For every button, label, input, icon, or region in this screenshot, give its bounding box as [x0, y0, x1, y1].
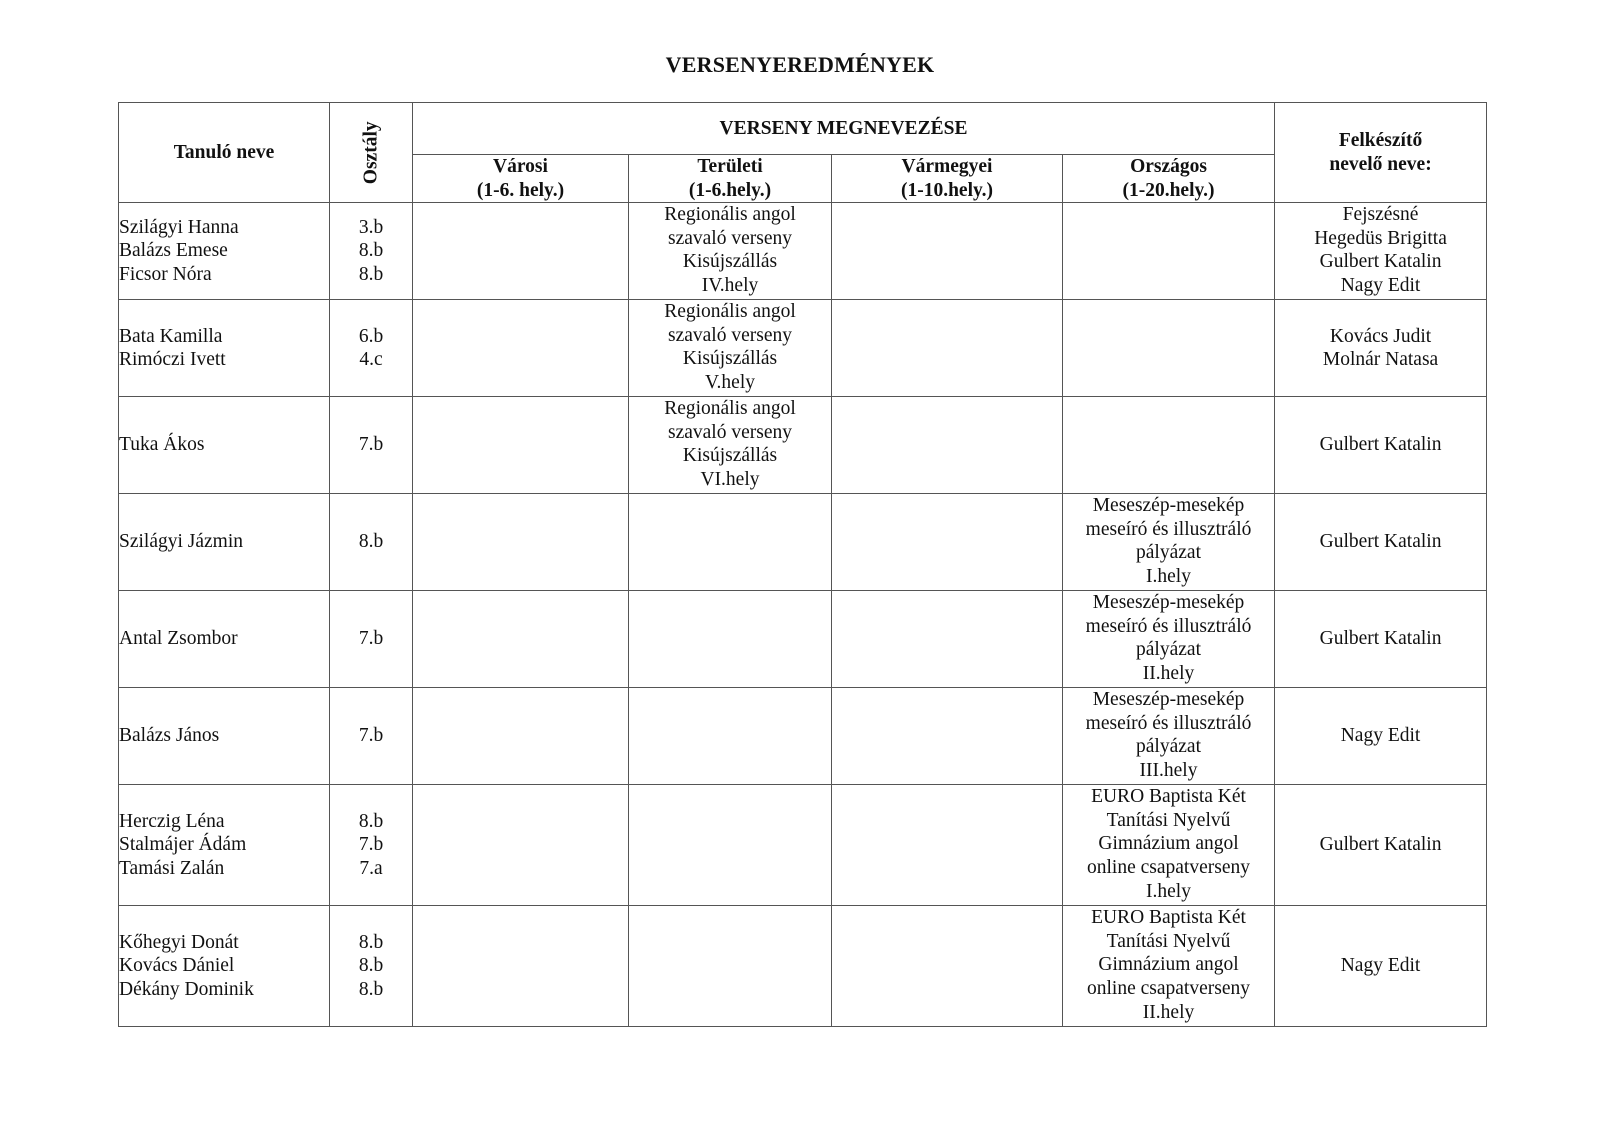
result-orszagos: III.hely: [1139, 759, 1198, 781]
header-teacher-line: Felkészítő: [1338, 130, 1423, 151]
student-name: Bata Kamilla: [119, 325, 223, 347]
teacher-name: Kovács Judit: [1329, 325, 1432, 347]
result-varosi-cell: [413, 688, 629, 785]
result-varmegyei-cell: [832, 203, 1063, 300]
header-student-name: Tanuló neve: [119, 103, 330, 203]
level-name: Országos: [1130, 156, 1207, 177]
result-teruleti: IV.hely: [701, 274, 759, 296]
class-value-cell: [330, 591, 413, 688]
header-level-varosi: [413, 155, 629, 203]
table-row: [119, 397, 1487, 494]
class-value-cell: [330, 300, 413, 397]
level-range: (1-10.hely.): [900, 179, 994, 201]
result-varmegyei-cell: [832, 300, 1063, 397]
result-teruleti-cell: [629, 688, 832, 785]
result-orszagos-cell: [1063, 906, 1275, 1027]
result-orszagos: online csapatverseny: [1087, 977, 1250, 999]
table-row: [119, 785, 1487, 906]
student-name: Szilágyi Hanna: [119, 216, 239, 238]
teacher-name-cell: [1275, 591, 1487, 688]
student-name-cell: [119, 494, 330, 591]
result-orszagos: pályázat: [1136, 542, 1201, 564]
class-value: 6.b: [358, 325, 384, 347]
table-row: [119, 591, 1487, 688]
class-value: 8.b: [358, 810, 384, 832]
level-name: Vármegyei: [901, 156, 993, 177]
teacher-name: Gulbert Katalin: [1319, 628, 1442, 650]
result-orszagos-cell: [1063, 203, 1275, 300]
student-name: Balázs János: [119, 725, 220, 747]
student-name: Ficsor Nóra: [119, 263, 212, 285]
student-name-cell: [119, 591, 330, 688]
result-teruleti: szavaló verseny: [668, 324, 792, 346]
results-table: [118, 102, 1487, 1027]
result-orszagos: I.hely: [1146, 565, 1191, 587]
class-value: 8.b: [358, 955, 384, 977]
header-class: [330, 103, 413, 203]
result-orszagos: Meseszép-mesekép: [1092, 592, 1245, 614]
class-value: 8.b: [358, 978, 384, 1000]
class-value-cell: [330, 397, 413, 494]
table-row: [119, 203, 1487, 300]
result-orszagos: EURO Baptista Két: [1091, 907, 1246, 929]
student-name-cell: [119, 688, 330, 785]
header-level-orszagos: [1063, 155, 1275, 203]
teacher-name-cell: [1275, 397, 1487, 494]
class-value-cell: [330, 906, 413, 1027]
result-teruleti-cell: [629, 785, 832, 906]
result-orszagos-cell: [1063, 688, 1275, 785]
level-range: (1-6. hely.): [476, 179, 565, 201]
result-orszagos-cell: [1063, 494, 1275, 591]
result-varmegyei-cell: [832, 688, 1063, 785]
result-orszagos-cell: [1063, 591, 1275, 688]
result-varosi-cell: [413, 397, 629, 494]
class-value: 7.b: [358, 834, 384, 856]
teacher-name: Gulbert Katalin: [1319, 531, 1442, 553]
result-orszagos: online csapatverseny: [1087, 856, 1250, 878]
result-orszagos-cell: [1063, 397, 1275, 494]
result-orszagos: Tanítási Nyelvű: [1106, 809, 1231, 831]
class-value-cell: [330, 785, 413, 906]
class-value-cell: [330, 688, 413, 785]
result-orszagos: Gimnázium angol: [1098, 954, 1239, 976]
result-orszagos: II.hely: [1142, 1001, 1195, 1023]
class-value: 7.b: [358, 434, 384, 456]
result-orszagos: Meseszép-mesekép: [1092, 495, 1245, 517]
table-row: [119, 300, 1487, 397]
result-orszagos: meseíró és illusztráló: [1085, 518, 1252, 540]
class-value: 7.a: [359, 857, 383, 879]
result-teruleti: VI.hely: [700, 468, 760, 490]
class-value: 8.b: [358, 531, 384, 553]
table-row: [119, 906, 1487, 1027]
level-name: Városi: [493, 156, 548, 177]
result-teruleti-cell: [629, 591, 832, 688]
teacher-name: Gulbert Katalin: [1319, 251, 1442, 273]
result-orszagos: I.hely: [1146, 880, 1191, 902]
result-varmegyei-cell: [832, 785, 1063, 906]
header-level-varmegyei: [832, 155, 1063, 203]
teacher-name: Gulbert Katalin: [1319, 834, 1442, 856]
teacher-name: Hegedüs Brigitta: [1314, 227, 1447, 249]
result-varosi-cell: [413, 203, 629, 300]
level-name: Területi: [697, 156, 763, 177]
result-varmegyei-cell: [832, 494, 1063, 591]
student-name: Rimóczi Ivett: [119, 349, 226, 371]
result-orszagos: Gimnázium angol: [1098, 833, 1239, 855]
result-teruleti-cell: [629, 494, 832, 591]
result-teruleti: Regionális angol: [664, 301, 796, 323]
teacher-name: Nagy Edit: [1340, 725, 1421, 747]
class-value-cell: [330, 203, 413, 300]
result-teruleti-cell: [629, 397, 832, 494]
teacher-name: Molnár Natasa: [1322, 349, 1439, 371]
result-teruleti: Kisújszállás: [682, 445, 778, 467]
student-name: Balázs Emese: [119, 240, 228, 262]
student-name: Szilágyi Jázmin: [119, 531, 244, 553]
student-name: Dékány Dominik: [119, 978, 254, 1000]
teacher-name-cell: [1275, 300, 1487, 397]
result-teruleti: Regionális angol: [664, 204, 796, 226]
table-row: [119, 494, 1487, 591]
result-teruleti: Regionális angol: [664, 398, 796, 420]
result-teruleti: V.hely: [704, 371, 756, 393]
result-orszagos: meseíró és illusztráló: [1085, 615, 1252, 637]
teacher-name-cell: [1275, 906, 1487, 1027]
teacher-name: Nagy Edit: [1340, 955, 1421, 977]
result-orszagos: pályázat: [1136, 736, 1201, 758]
class-value: 4.c: [359, 349, 383, 371]
student-name: Tamási Zalán: [119, 857, 225, 879]
result-varmegyei-cell: [832, 591, 1063, 688]
student-name-cell: [119, 906, 330, 1027]
teacher-name-cell: [1275, 203, 1487, 300]
table-body: [119, 203, 1487, 1027]
student-name-cell: [119, 785, 330, 906]
result-varosi-cell: [413, 785, 629, 906]
teacher-name-cell: [1275, 785, 1487, 906]
result-teruleti-cell: [629, 906, 832, 1027]
teacher-name: Nagy Edit: [1340, 274, 1421, 296]
result-orszagos: EURO Baptista Két: [1091, 786, 1246, 808]
result-orszagos-cell: [1063, 300, 1275, 397]
result-varosi-cell: [413, 300, 629, 397]
header-teacher: [1275, 103, 1487, 203]
result-teruleti-cell: [629, 300, 832, 397]
student-name: Antal Zsombor: [119, 628, 238, 650]
teacher-name-cell: [1275, 688, 1487, 785]
level-range: (1-6.hely.): [688, 179, 772, 201]
result-teruleti: Kisújszállás: [682, 251, 778, 273]
result-orszagos: Tanítási Nyelvű: [1106, 930, 1231, 952]
result-varosi-cell: [413, 494, 629, 591]
teacher-name: Gulbert Katalin: [1319, 434, 1442, 456]
teacher-name-cell: [1275, 494, 1487, 591]
class-value: 7.b: [358, 725, 384, 747]
result-varmegyei-cell: [832, 906, 1063, 1027]
result-orszagos-cell: [1063, 785, 1275, 906]
result-teruleti-cell: [629, 203, 832, 300]
header-teacher-line: nevelő neve:: [1329, 153, 1432, 175]
result-orszagos: Meseszép-mesekép: [1092, 689, 1245, 711]
result-teruleti: szavaló verseny: [668, 227, 792, 249]
result-varosi-cell: [413, 591, 629, 688]
student-name: Stalmájer Ádám: [119, 834, 247, 856]
result-teruleti: Kisújszállás: [682, 348, 778, 370]
result-varosi-cell: [413, 906, 629, 1027]
header-level-teruleti: [629, 155, 832, 203]
teacher-name: Fejszésné: [1342, 204, 1419, 226]
class-value: 7.b: [358, 628, 384, 650]
student-name: Tuka Ákos: [119, 434, 205, 456]
student-name: Herczig Léna: [119, 810, 225, 832]
student-name: Kovács Dániel: [119, 955, 235, 977]
result-orszagos: meseíró és illusztráló: [1085, 712, 1252, 734]
student-name-cell: [119, 203, 330, 300]
result-teruleti: szavaló verseny: [668, 421, 792, 443]
student-name-cell: [119, 300, 330, 397]
student-name: Kőhegyi Donát: [119, 931, 239, 953]
level-range: (1-20.hely.): [1122, 179, 1215, 201]
table-row: [119, 688, 1487, 785]
result-varmegyei-cell: [832, 397, 1063, 494]
header-class-label: Osztály: [360, 121, 382, 185]
result-orszagos: II.hely: [1142, 662, 1195, 684]
class-value-cell: [330, 494, 413, 591]
header-competition: VERSENY MEGNEVEZÉSE: [413, 103, 1275, 155]
result-orszagos: pályázat: [1136, 639, 1201, 661]
class-value: 3.b: [358, 216, 384, 238]
class-value: 8.b: [358, 931, 384, 953]
page-title: VERSENYEREDMÉNYEK: [665, 52, 935, 77]
class-value: 8.b: [358, 240, 384, 262]
class-value: 8.b: [358, 263, 384, 285]
table-header: [119, 103, 1487, 203]
student-name-cell: [119, 397, 330, 494]
